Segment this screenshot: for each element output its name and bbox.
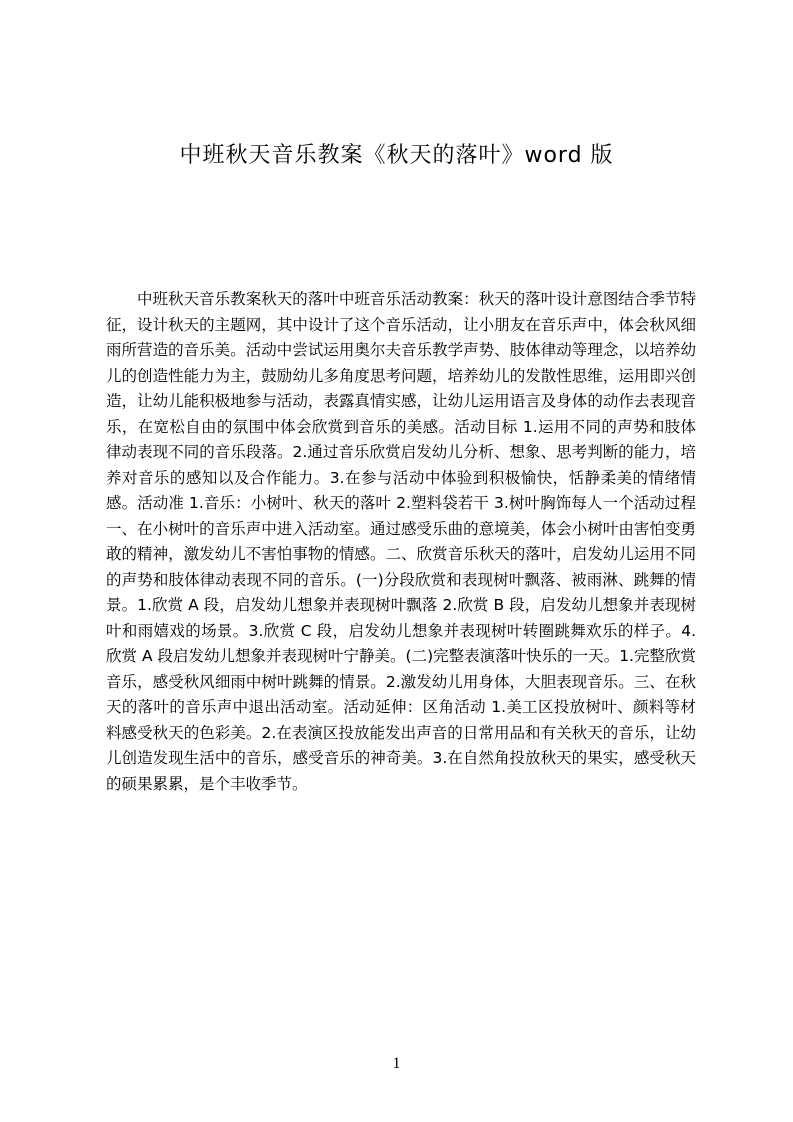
document-body-paragraph: 中班秋天音乐教案秋天的落叶中班音乐活动教案：秋天的落叶设计意图结合季节特征，设计秋天的主题网，其中设计了这个音乐活动，让小朋友在音乐声中，体会秋风细雨所营造的音乐美。活动中尝试运用奥尔夫音乐教学声势、肢体律动等理念，以培养幼儿的创造性能力为主，鼓励幼儿多角度思考问题，培养幼儿的发散性思维，运用即兴创造，让幼儿能积极地参与活动，表露真情实感，让幼儿运用语言及身体的动作去表现音乐，在宽松自由的氛围中体会欣赏到音乐的美感。活动目标 1.运用不同的声势和肢体律动表现不同的音乐段落。2.通过音乐欣赏启发幼儿分析、想象、思考判断的能力，培养对音乐的感知以及合作能力。3.在参与活动中体验到积极愉快，恬静柔美的情绪情感。活动准 1.音乐：小树叶、秋天的落叶 2.塑料袋若干 3.树叶胸饰每人一个活动过程一、在小树叶的音乐声中进入活动室。通过感受乐曲的意境美，体会小树叶由害怕变勇敢的精神，激发幼儿不害怕事物的情感。二、欣赏音乐秋天的落叶，启发幼儿运用不同的声势和肢体律动表现不同的音乐。(一)分段欣赏和表现树叶飘落、被雨淋、跳舞的情景。1.欣赏 A 段，启发幼儿想象并表现树叶飘落 2.欣赏 B 段，启发幼儿想象并表现树叶和雨嬉戏的场景。3.欣赏 C 段，启发幼儿想象并表现树叶转圈跳舞欢乐的样子。4.欣赏 A 段启发幼儿想象并表现树叶宁静美。(二)完整表演落叶快乐的一天。1.完整欣赏音乐，感受秋风细雨中树叶跳舞的情景。2.激发幼儿用身体，大胆表现音乐。三、在秋天的落叶的音乐声中退出活动室。活动延伸：区角活动 1.美工区投放树叶、颜料等材料感受秋天的色彩美。2.在表演区投放能发出声音的日常用品和有关秋天的音乐，让幼儿创造发现生活中的音乐，感受音乐的神奇美。3.在自然角投放秋天的果实，感受秋天的硕果累累，是个丰收季节。 [106, 290, 696, 793]
page-number: 1 [392, 1055, 401, 1072]
document-title: 中班秋天音乐教案《秋天的落叶》word 版 [179, 143, 614, 168]
